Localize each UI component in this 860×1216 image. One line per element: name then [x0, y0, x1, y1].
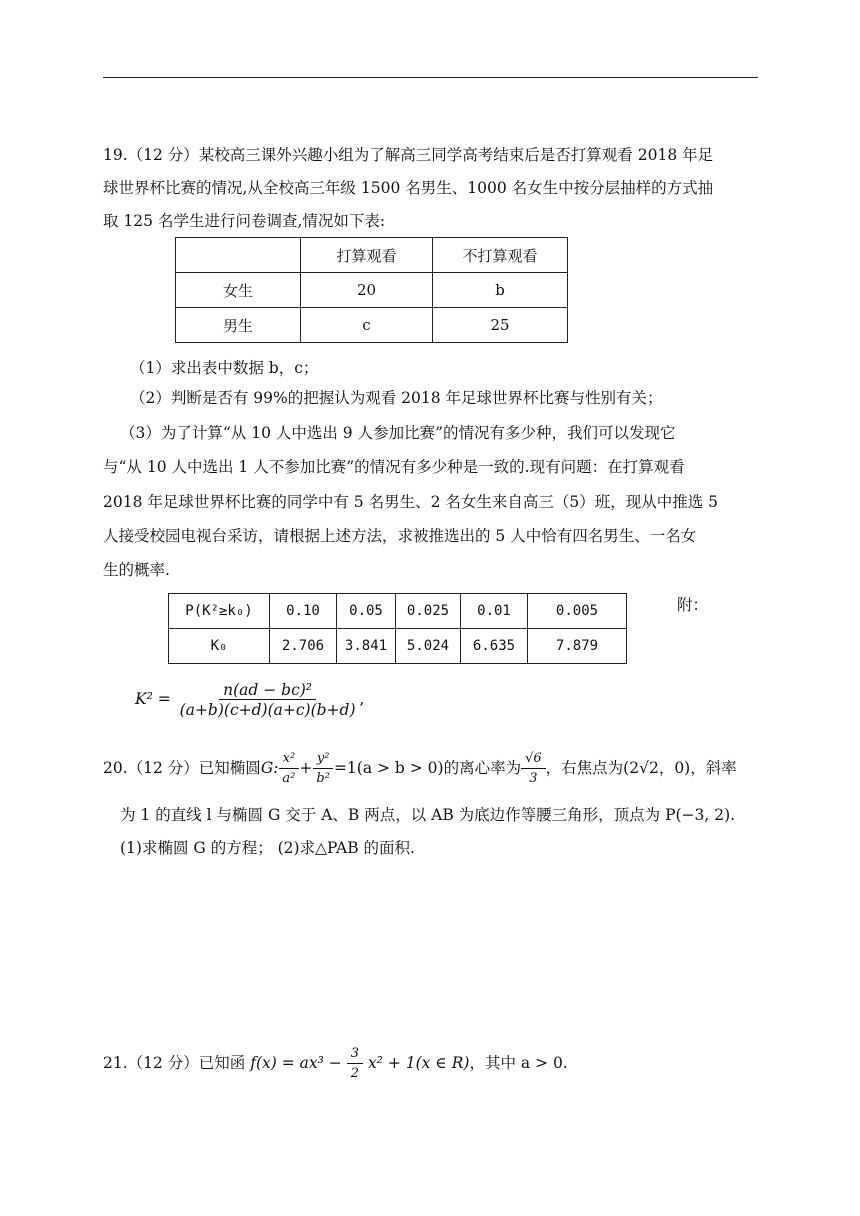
critical-value-table [168, 593, 627, 664]
survey-table [175, 237, 568, 343]
table-cell: 25 [433, 308, 568, 343]
table-row [176, 273, 568, 308]
table-cell: 0.05 [337, 594, 396, 629]
chi-square-formula [135, 679, 790, 720]
q20-mid: 的离心率为 [443, 759, 522, 777]
q19-line-1: 19.（12 分）某校高三课外兴趣小组为了解高三同学高考结束后是否打算观看 2018 年足 [103, 146, 714, 164]
q19-part-1: （1）求出表中数据 b，c； [130, 359, 319, 377]
table-cell: 0.10 [270, 594, 337, 629]
frac-x-den: a² [282, 770, 296, 786]
plus-sign: + [299, 759, 313, 777]
formula-numerator: n(ad − bc)² [219, 681, 316, 700]
q21-func: f(x) = ax³ − [250, 1054, 342, 1072]
table-cell: 20 [301, 273, 433, 308]
ellipse-name: G: [260, 759, 279, 777]
frac-y-den: b² [316, 770, 330, 786]
table-cell: 女生 [176, 273, 301, 308]
frac-x-num: x² [279, 750, 300, 769]
q21-frac-den: 2 [350, 1065, 359, 1081]
q21-frac-num: 3 [347, 1045, 363, 1064]
q21-line-1 [103, 1043, 758, 1084]
q19-part-3-line-5: 生的概率. [103, 561, 170, 579]
q20-line-3: (1)求椭圆 G 的方程； (2)求△PAB 的面积. [120, 839, 415, 857]
ellipse-eq: =1(a > b > 0) [333, 759, 444, 777]
table-cell: 5.024 [396, 629, 461, 664]
table-cell: 7.879 [528, 629, 627, 664]
table-cell: 0.025 [396, 594, 461, 629]
table-row-label: K₀ [169, 629, 270, 664]
q21-prefix: 21.（12 分）已知函 [103, 1054, 246, 1072]
formula-lhs: K² = [135, 690, 171, 708]
q21-suffix: ，其中 a > 0. [469, 1054, 568, 1072]
table-cell: 0.005 [528, 594, 627, 629]
table-cell: b [433, 273, 568, 308]
q19-part-3-line-4: 人接受校园电视台采访，请根据上述方法，求被推选出的 5 人中恰有四名男生、一名女 [103, 527, 697, 545]
q19-line-2: 球世界杯比赛的情况,从全校高三年级 1500 名男生、1000 名女生中按分层抽样的方式抽 [103, 179, 714, 197]
ecc-den: 3 [529, 770, 538, 786]
q19-part-3-line-1: （3）为了计算“从 10 人中选出 9 人参加比赛”的情况有多少种，我们可以发现它 [120, 424, 676, 442]
q20-tail: ，右焦点为(2√2，0)，斜率 [545, 759, 737, 777]
table-cell: 男生 [176, 308, 301, 343]
frac-y [312, 750, 334, 789]
q19-line-3: 取 125 名学生进行问卷调查,情况如下表: [103, 212, 386, 230]
table-cell: 2.706 [270, 629, 337, 664]
table-cell: 0.01 [461, 594, 528, 629]
q19-part-2: （2）判断是否有 99%的把握认为观看 2018 年足球世界杯比赛与性别有关； [130, 389, 663, 407]
q20-prefix: 20.（12 分）已知椭圆 [103, 759, 261, 777]
table-cell [176, 238, 301, 273]
formula-fraction [176, 681, 360, 720]
table-header-row [176, 238, 568, 273]
q19-part-3-line-3: 2018 年足球世界杯比赛的同学中有 5 名男生、2 名女生来自高三（5）班，现从中推选 5 [103, 493, 719, 511]
q20-line-2: 为 1 的直线 l 与椭圆 G 交于 A、B 两点，以 AB 为底边作等腰三角形，顶点为 P(−3, 2). [120, 806, 736, 824]
formula-comma: , [359, 690, 365, 708]
ecc-num: √6 [521, 750, 546, 769]
q21-func-tail: x² + 1(x ∈ R) [367, 1054, 470, 1072]
table-cell: 6.635 [461, 629, 528, 664]
appendix-label: 附： [677, 596, 709, 614]
table-row [169, 594, 627, 629]
frac-y-num: y² [313, 750, 334, 769]
table-cell: 3.841 [337, 629, 396, 664]
table-header: 不打算观看 [433, 238, 568, 273]
q20-line-1 [103, 748, 758, 789]
table-row [176, 308, 568, 343]
header-rule [103, 77, 758, 78]
table-row-label: P(K²≥k₀) [169, 594, 270, 629]
table-row [169, 629, 627, 664]
eccentricity [521, 750, 546, 789]
q21-fraction [347, 1045, 363, 1084]
table-cell: c [301, 308, 433, 343]
frac-x [278, 750, 299, 789]
formula-denominator: (a+b)(c+d)(a+c)(b+d) [179, 700, 356, 719]
table-header: 打算观看 [301, 238, 433, 273]
q19-part-3-line-2: 与“从 10 人中选出 1 人不参加比赛”的情况有多少种是一致的.现有问题：在打算观看 [103, 458, 685, 476]
